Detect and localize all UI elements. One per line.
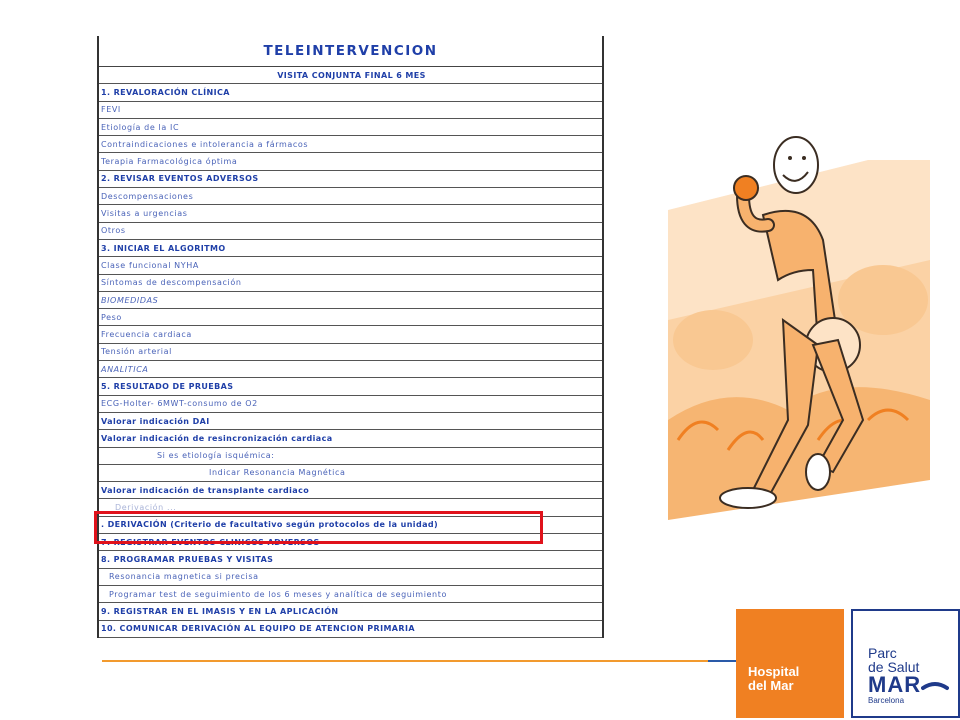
table-row: Síntomas de descompensación bbox=[99, 275, 602, 292]
logo-hospital-line1: Hospital bbox=[748, 664, 800, 679]
table-row: Valorar indicación de transplante cardiaco bbox=[99, 482, 602, 499]
table-title: TELEINTERVENCION bbox=[99, 36, 602, 67]
logo-parc-line1: Parc bbox=[868, 645, 897, 661]
wave-icon bbox=[921, 680, 949, 692]
table-row: ECG-Holter- 6MWT-consumo de O2 bbox=[99, 396, 602, 413]
table-row: Etiología de la IC bbox=[99, 119, 602, 136]
footer-orange-line bbox=[102, 660, 710, 662]
walking-man-illustration bbox=[668, 120, 930, 520]
table-row: VISITA CONJUNTA FINAL 6 MES bbox=[99, 67, 602, 84]
table-row: FEVI bbox=[99, 102, 602, 119]
table-row: 5. RESULTADO DE PRUEBAS bbox=[99, 378, 602, 395]
logo-parc-city: Barcelona bbox=[868, 696, 905, 705]
table-row: Derivación ... bbox=[99, 499, 602, 516]
table-row: 8. PROGRAMAR PRUEBAS Y VISITAS bbox=[99, 551, 602, 568]
table-row: 3. INICIAR EL ALGORITMO bbox=[99, 240, 602, 257]
table-row: Terapia Farmacológica óptima bbox=[99, 153, 602, 170]
table-row: Frecuencia cardiaca bbox=[99, 326, 602, 343]
table-row: . DERIVACIÓN (Criterio de facultativo según protocolos de la unidad) bbox=[99, 517, 602, 534]
table-row: 10. COMUNICAR DERIVACIÓN AL EQUIPO DE ATENCION PRIMARIA bbox=[99, 621, 602, 638]
table-row: Contraindicaciones e intolerancia a fármacos bbox=[99, 136, 602, 153]
derivacion-highlight-box bbox=[94, 511, 543, 544]
logo-hospital-line2: del Mar bbox=[748, 678, 794, 693]
table-rows bbox=[99, 67, 602, 638]
table-row: Valorar indicación de resincronización cardiaca bbox=[99, 430, 602, 447]
logo-mar-text: MAR bbox=[868, 672, 922, 697]
parc-de-salut-mar-logo bbox=[851, 609, 960, 718]
table-row: Descompensaciones bbox=[99, 188, 602, 205]
teleintervencion-table bbox=[97, 36, 604, 638]
table-row: Visitas a urgencias bbox=[99, 205, 602, 222]
table-row: 7. REGISTRAR EVENTOS CLINICOS ADVERSOS bbox=[99, 534, 602, 551]
table-row: ANALITICA bbox=[99, 361, 602, 378]
table-row: Indicar Resonancia Magnética bbox=[99, 465, 602, 482]
table-row: Valorar indicación DAI bbox=[99, 413, 602, 430]
logo-parc-line2: de Salut bbox=[868, 659, 920, 675]
logo-parc-mar bbox=[868, 674, 958, 696]
table-row: Resonancia magnetica si precisa bbox=[99, 569, 602, 586]
hospital-del-mar-logo bbox=[736, 609, 844, 718]
table-row: Clase funcional NYHA bbox=[99, 257, 602, 274]
table-row: Tensión arterial bbox=[99, 344, 602, 361]
table-row: Peso bbox=[99, 309, 602, 326]
table-row: 9. REGISTRAR EN EL IMASIS Y EN LA APLICACIÓN bbox=[99, 603, 602, 620]
table-row: 2. REVISAR EVENTOS ADVERSOS bbox=[99, 171, 602, 188]
table-row: 1. REVALORACIÓN CLÍNICA bbox=[99, 84, 602, 101]
table-row: Si es etiología isquémica: bbox=[99, 448, 602, 465]
footer-blue-line bbox=[708, 660, 738, 662]
table-row: Otros bbox=[99, 223, 602, 240]
table-row: BIOMEDIDAS bbox=[99, 292, 602, 309]
table-row: Programar test de seguimiento de los 6 meses y analítica de seguimiento bbox=[99, 586, 602, 603]
